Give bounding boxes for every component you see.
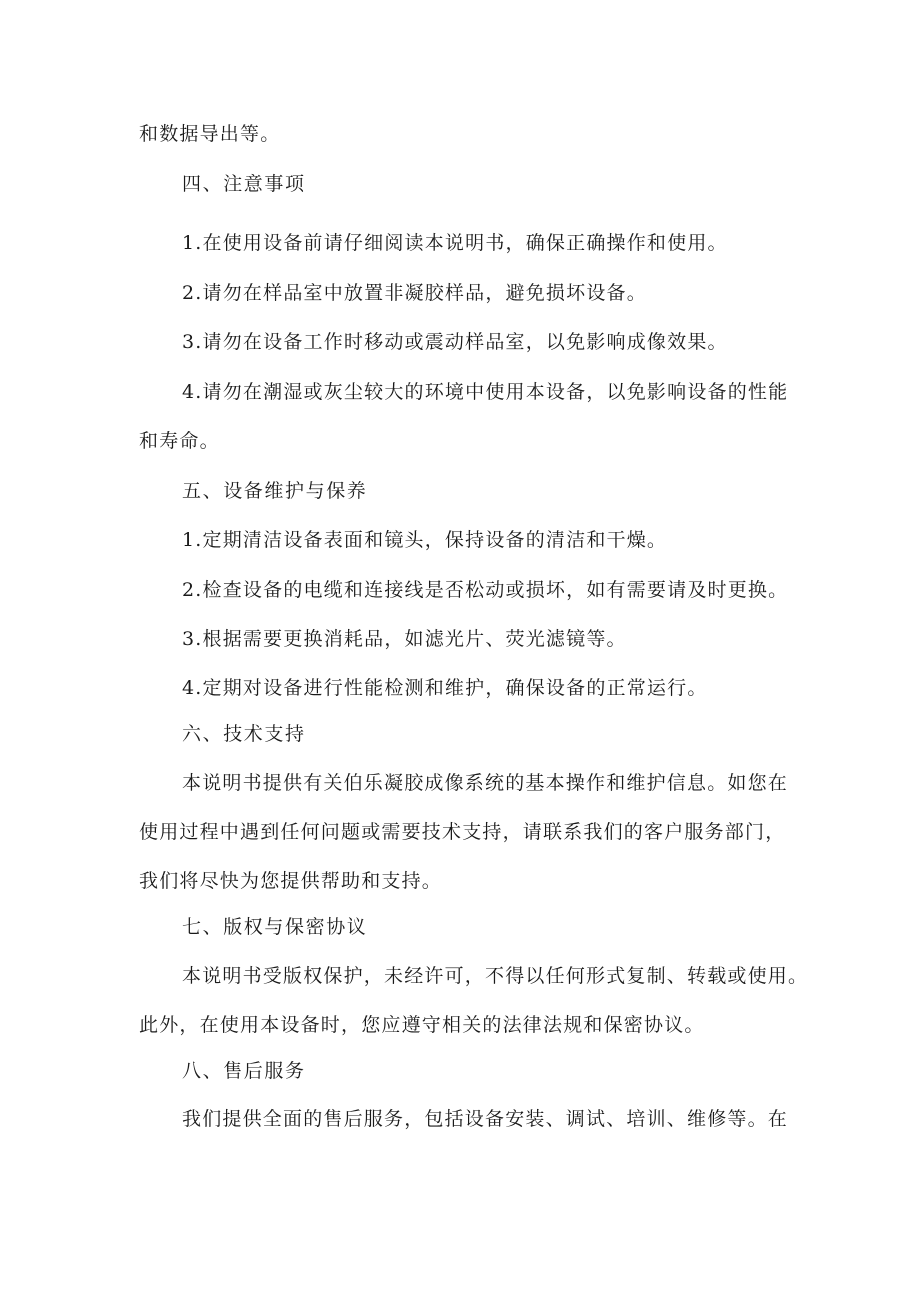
list-item: 2.请勿在样品室中放置非凝胶样品，避免损坏设备。 (182, 282, 647, 304)
list-item: 4.定期对设备进行性能检测和维护，确保设备的正常运行。 (182, 677, 708, 699)
paragraph-continuation: 和数据导出等。 (139, 123, 281, 145)
list-item: 1.在使用设备前请仔细阅读本说明书，确保正确操作和使用。 (182, 232, 728, 254)
list-item-continuation: 和寿命。 (139, 430, 220, 452)
section-heading-5: 五、设备维护与保养 (182, 480, 368, 502)
section-heading-7: 七、版权与保密协议 (182, 916, 368, 938)
list-item: 3.请勿在设备工作时移动或震动样品室，以免影响成像效果。 (182, 331, 728, 353)
section-heading-8: 八、售后服务 (182, 1060, 306, 1082)
section-heading-4: 四、注意事项 (182, 173, 306, 195)
paragraph-line: 使用过程中遇到任何问题或需要技术支持，请联系我们的客户服务部门， (139, 821, 786, 843)
list-item: 1.定期清洁设备表面和镜头，保持设备的清洁和干燥。 (182, 529, 668, 551)
paragraph-line: 本说明书提供有关伯乐凝胶成像系统的基本操作和维护信息。如您在 (182, 772, 789, 794)
list-item: 2.检查设备的电缆和连接线是否松动或损坏，如有需要请及时更换。 (182, 579, 789, 601)
paragraph-line: 此外，在使用本设备时，您应遵守相关的法律法规和保密协议。 (139, 1014, 705, 1036)
section-heading-6: 六、技术支持 (182, 723, 306, 745)
list-item: 4.请勿在潮湿或灰尘较大的环境中使用本设备，以免影响设备的性能 (182, 381, 789, 403)
paragraph-line: 本说明书受版权保护，未经许可，不得以任何形式复制、转载或使用。 (182, 965, 809, 987)
paragraph-line: 我们提供全面的售后服务，包括设备安装、调试、培训、维修等。在 (182, 1108, 789, 1130)
paragraph-line: 我们将尽快为您提供帮助和支持。 (139, 870, 443, 892)
list-item: 3.根据需要更换消耗品，如滤光片、荧光滤镜等。 (182, 628, 627, 650)
